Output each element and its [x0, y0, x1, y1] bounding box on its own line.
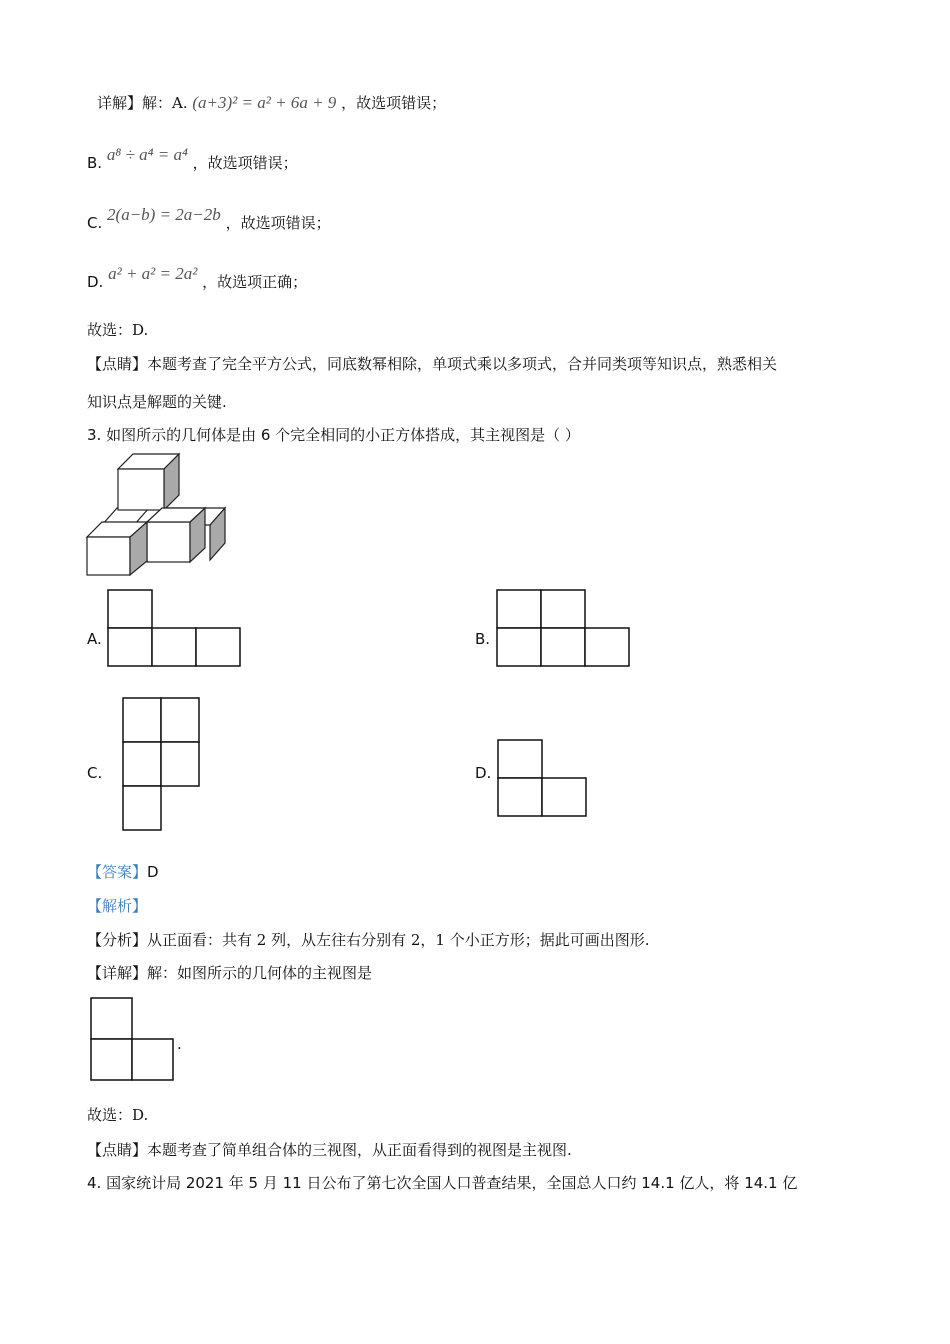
q2-detail-line [97, 92, 446, 113]
q3-detail-figure [90, 997, 176, 1081]
q2-choice: 故选：D. [87, 321, 149, 339]
q3-answer-line [87, 861, 159, 882]
q3-option-b-figure [496, 589, 630, 667]
q3-detail: 【详解】解：如图所示的几何体的主视图是 [87, 964, 373, 982]
q2-c-tail: ，故选项错误； [225, 214, 331, 232]
q3-option-d-label: D. [475, 764, 492, 782]
q3-comment: 【点睛】本题考查了简单组合体的三视图，从正面看得到的视图是主视图. [87, 1141, 572, 1159]
q2-b-math: a⁸ ÷ a⁴ = a⁴ [106, 145, 188, 164]
q2-detail-prefix: 详解】解：A. [97, 94, 188, 112]
q3-analysis: 【分析】从正面看：共有 2 列，从左往右分别有 2，1 个小正方形；据此可画出图形. [87, 931, 650, 949]
q2-comment-line2: 知识点是解题的关键. [87, 393, 227, 411]
q2-c-math: 2(a−b) = 2a−2b [107, 205, 221, 224]
q3-option-b-label: B. [475, 630, 491, 648]
q2-d-math: a² + a² = 2a² [108, 264, 198, 283]
q2-d-tail: ，故选项正确； [202, 273, 308, 291]
q2-d-label: D. [87, 273, 104, 291]
q3-option-c-label: C. [87, 764, 103, 782]
q4-question: 4. 国家统计局 2021 年 5 月 11 日公布了第七次全国人口普查结果，全国总人口约 14.1 亿人，将 14.1 亿 [87, 1174, 798, 1192]
q3-option-a-label: A. [87, 630, 102, 648]
q2-option-c-line [87, 205, 331, 233]
q3-analysis-tag: 【解析】 [87, 897, 148, 915]
q2-option-b-line [87, 145, 298, 173]
q3-cube-figure [80, 455, 230, 580]
q2-comment-line1: 【点睛】本题考查了完全平方公式，同底数幂相除，单项式乘以多项式，合并同类项等知识点，熟悉相关 [87, 355, 778, 373]
q2-b-tail: ，故选项错误； [192, 154, 298, 172]
q3-answer: D [147, 863, 159, 881]
q3-detail-period: . [177, 1035, 182, 1053]
q2-option-d-line [87, 264, 308, 292]
q3-option-c-figure [122, 697, 202, 831]
q2-c-label: C. [87, 214, 103, 232]
q2-a-math: (a+3)² = a² + 6a + 9 [192, 93, 337, 112]
q2-b-label: B. [87, 154, 103, 172]
q3-option-d-figure [497, 739, 589, 819]
q2-a-tail: ，故选项错误； [341, 94, 447, 112]
q3-question: 3. 如图所示的几何体是由 6 个完全相同的小正方体搭成，其主视图是（ ） [87, 426, 580, 444]
q3-option-a-figure [107, 589, 241, 667]
q3-answer-tag: 【答案】 [87, 863, 148, 881]
q3-choice: 故选：D. [87, 1106, 149, 1124]
